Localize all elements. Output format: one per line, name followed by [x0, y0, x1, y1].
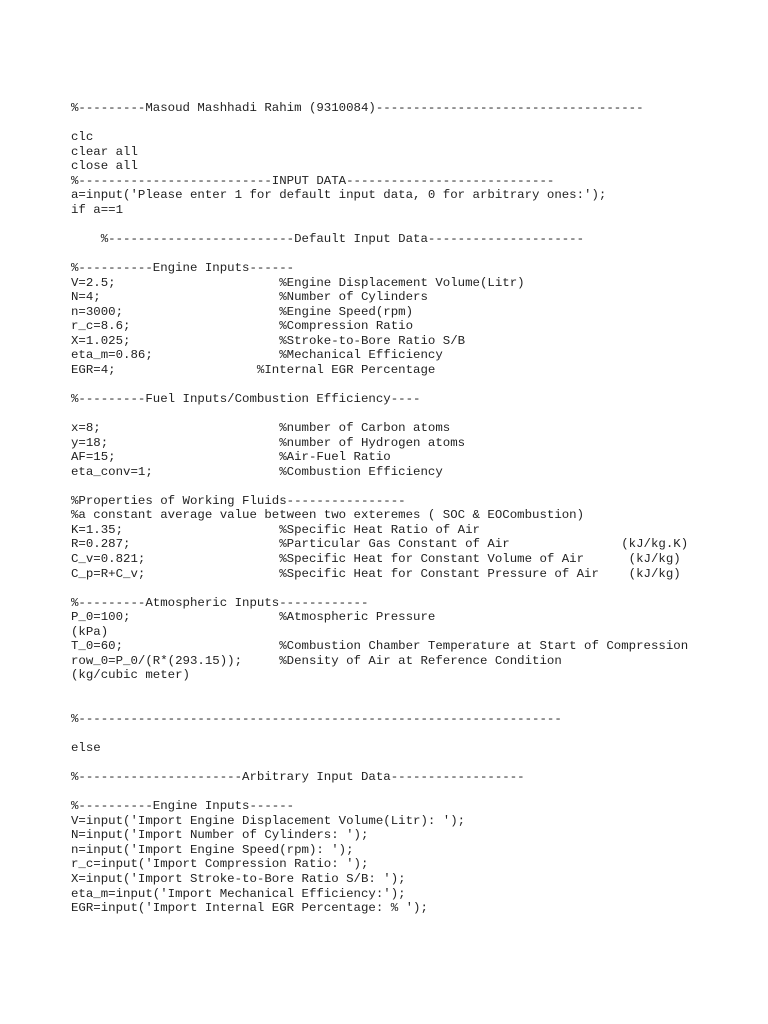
code-line-16: r_c=8.6; %Compression Ratio [71, 319, 414, 334]
code-line-27 [71, 479, 688, 494]
code-line-35: %---------Atmospheric Inputs------------ [71, 595, 369, 610]
code-line-32: C_v=0.821; %Specific Heat for Constant Volume of Air (kJ/kg) [71, 551, 681, 566]
code-line-8: if a==1 [71, 202, 124, 217]
code-line-2 [71, 116, 688, 131]
code-line-52: n=input('Import Engine Speed(rpm): '); [71, 842, 354, 857]
code-line-46 [71, 756, 688, 771]
code-line-43: %----------------------------------------------------------------- [71, 711, 562, 726]
code-line-44 [71, 727, 688, 742]
code-line-28: %Properties of Working Fluids---------------- [71, 493, 406, 508]
code-line-51: N=input('Import Number of Cylinders: '); [71, 828, 369, 843]
code-line-42 [71, 697, 688, 712]
code-line-18: eta_m=0.86; %Mechanical Efficiency [71, 348, 443, 363]
code-line-5: close all [71, 159, 138, 174]
code-line-38: T_0=60; %Combustion Chamber Temperature at Start of Compression [71, 639, 689, 654]
code-line-56: EGR=input('Import Internal EGR Percentage: % '); [71, 901, 428, 916]
code-line-34 [71, 581, 688, 596]
code-line-15: n=3000; %Engine Speed(rpm) [71, 304, 414, 319]
code-line-29: %a constant average value between two exteremes ( SOC & EOCombustion) [71, 508, 585, 523]
code-line-41 [71, 683, 688, 698]
code-line-20 [71, 377, 688, 392]
code-line-55: eta_m=input('Import Mechanical Efficiency:'); [71, 886, 406, 901]
code-line-13: V=2.5; %Engine Displacement Volume(Litr) [71, 275, 525, 290]
code-line-53: r_c=input('Import Compression Ratio: '); [71, 857, 369, 872]
code-line-26: eta_conv=1; %Combustion Efficiency [71, 464, 443, 479]
code-line-1: %---------Masoud Mashhadi Rahim (9310084)------------------------------------ [71, 101, 644, 115]
code-line-10: %-------------------------Default Input Data--------------------- [71, 231, 585, 246]
code-line-50: V=input('Import Engine Displacement Volume(Litr): '); [71, 813, 466, 828]
code-line-30: K=1.35; %Specific Heat Ratio of Air [71, 522, 480, 537]
code-line-14: N=4; %Number of Cylinders [71, 290, 428, 305]
code-line-11 [71, 246, 688, 261]
code-line-12: %----------Engine Inputs------ [71, 261, 295, 276]
code-line-7: a=input('Please enter 1 for default input data, 0 for arbitrary ones:'); [71, 188, 607, 203]
code-line-19: EGR=4; %Internal EGR Percentage [71, 362, 436, 377]
code-line-33: C_p=R+C_v; %Specific Heat for Constant Pressure of Air (kJ/kg) [71, 566, 681, 581]
code-line-39: row_0=P_0/(R*(293.15)); %Density of Air at Reference Condition [71, 653, 562, 668]
code-line-49: %----------Engine Inputs------ [71, 799, 295, 814]
code-line-47: %----------------------Arbitrary Input Data------------------ [71, 770, 525, 785]
code-line-45: else [71, 741, 101, 756]
code-line-37: (kPa) [71, 624, 109, 639]
code-line-4: clear all [71, 144, 138, 159]
code-line-23: x=8; %number of Carbon atoms [71, 421, 451, 436]
code-line-36: P_0=100; %Atmospheric Pressure [71, 610, 436, 625]
code-line-17: X=1.025; %Stroke-to-Bore Ratio S/B [71, 333, 466, 348]
code-line-48 [71, 785, 688, 800]
code-line-6: %--------------------------INPUT DATA---------------------------- [71, 173, 555, 188]
code-line-3: clc [71, 130, 94, 145]
code-line-54: X=input('Import Stroke-to-Bore Ratio S/B: '); [71, 871, 406, 886]
code-line-24: y=18; %number of Hydrogen atoms [71, 435, 466, 450]
code-line-9 [71, 217, 688, 232]
code-line-40: (kg/cubic meter) [71, 668, 190, 683]
code-line-31: R=0.287; %Particular Gas Constant of Air (kJ/kg.K) [71, 537, 689, 552]
code-line-21: %---------Fuel Inputs/Combustion Efficiency---- [71, 391, 421, 406]
code-line-25: AF=15; %Air-Fuel Ratio [71, 450, 391, 465]
matlab-code-listing [71, 101, 688, 916]
code-line-22 [71, 406, 688, 421]
